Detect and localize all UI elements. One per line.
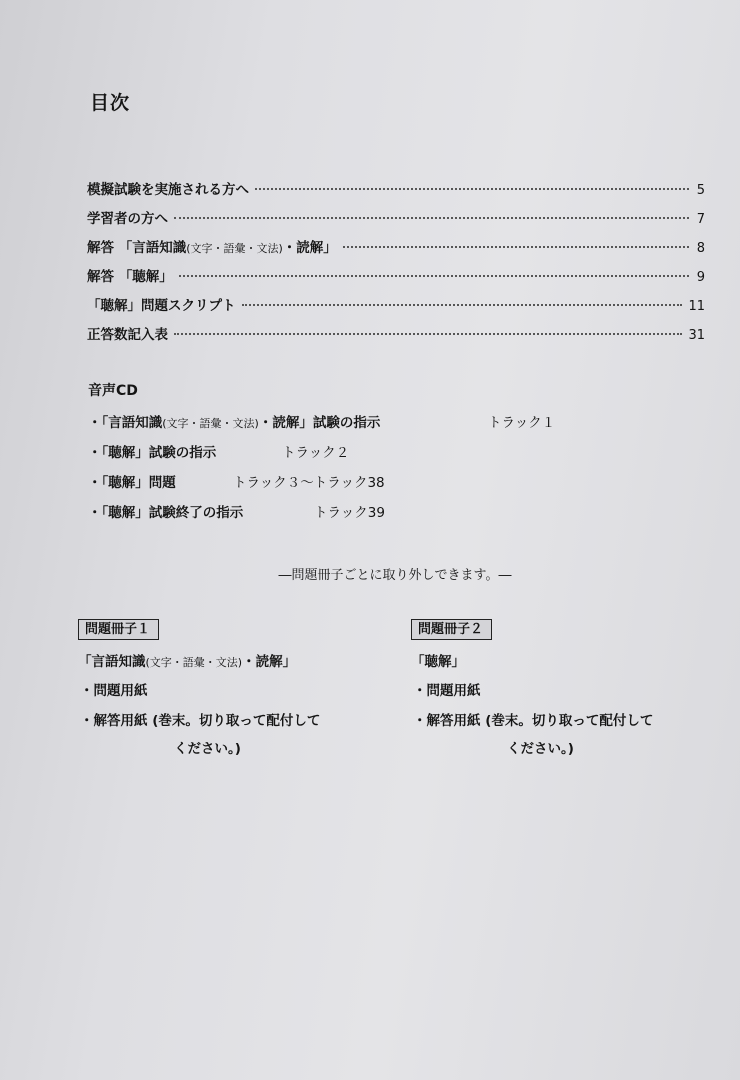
cd-item-part: ・読解」試験の指示	[258, 415, 381, 431]
toc-label: 正答数記入表	[87, 327, 168, 343]
toc-entry	[87, 207, 705, 227]
toc-label: 学習者の方へ	[87, 211, 168, 227]
cd-track: トラック３～トラック38	[233, 475, 385, 491]
toc-page-number: 11	[688, 299, 705, 314]
page-title: 目次	[90, 92, 131, 114]
booklet-item: ・解答用紙 (巻末。切り取って配付して	[80, 713, 321, 729]
toc-entry	[87, 178, 705, 198]
cd-track: トラック39	[314, 505, 385, 521]
toc-page-number: 7	[696, 212, 705, 227]
booklet-1	[78, 618, 378, 757]
dot-leader	[179, 275, 689, 277]
dot-leader	[343, 246, 689, 248]
cd-item	[88, 411, 380, 431]
toc-label-part: 解答 「言語知識	[87, 240, 187, 256]
toc-page-number: 8	[696, 241, 705, 256]
booklet-subject	[78, 650, 296, 670]
toc-label: 解答 「聴解」	[87, 269, 173, 285]
booklet-subject-part: 「言語知識	[78, 654, 146, 670]
toc-label	[87, 236, 337, 256]
booklet-tag: 問題冊子１	[78, 619, 159, 640]
cd-item: ・「聴解」試験の指示	[88, 445, 217, 461]
booklet-subject-part: (文字・語彙・文法)	[145, 656, 243, 669]
toc-label: 「聴解」問題スクリプト	[87, 298, 236, 314]
booklet-subject-part: ・読解」	[242, 654, 297, 670]
toc-page-number: 5	[696, 183, 705, 198]
toc-page-number: 9	[696, 270, 705, 285]
dot-leader	[242, 304, 683, 306]
cd-track: トラック２	[282, 445, 350, 461]
cd-item: ・「聴解」問題	[88, 475, 176, 491]
toc-entry	[87, 294, 705, 314]
dot-leader	[174, 217, 689, 219]
booklet-item: ・解答用紙 (巻末。切り取って配付して	[413, 713, 654, 729]
booklet-2	[411, 618, 711, 757]
cd-item-part: (文字・語彙・文法)	[162, 417, 259, 430]
toc-entry	[87, 236, 705, 256]
cd-item: ・「聴解」試験終了の指示	[88, 505, 244, 521]
cd-track: トラック１	[488, 415, 556, 431]
toc-label-part: (文字・語彙・文法)	[186, 242, 283, 255]
toc-label: 模擬試験を実施される方へ	[87, 182, 249, 198]
booklet-item-continued: ください。)	[507, 741, 574, 757]
booklet-item: ・問題用紙	[80, 683, 148, 699]
cd-heading: 音声CD	[88, 383, 138, 399]
booklet-item-continued: ください。)	[174, 741, 241, 757]
detach-note: ―問題冊子ごとに取り外しできます。―	[278, 568, 512, 583]
booklet-item: ・問題用紙	[413, 683, 481, 699]
booklet-subject: 「聴解」	[411, 654, 465, 670]
toc-entry	[87, 265, 705, 285]
toc-entry	[87, 323, 705, 343]
toc-label-part: ・読解」	[282, 240, 337, 256]
dot-leader	[255, 188, 689, 190]
dot-leader	[174, 333, 682, 335]
cd-item-part: ・「言語知識	[88, 415, 163, 431]
booklet-tag: 問題冊子２	[411, 619, 492, 640]
toc-page-number: 31	[688, 328, 705, 343]
